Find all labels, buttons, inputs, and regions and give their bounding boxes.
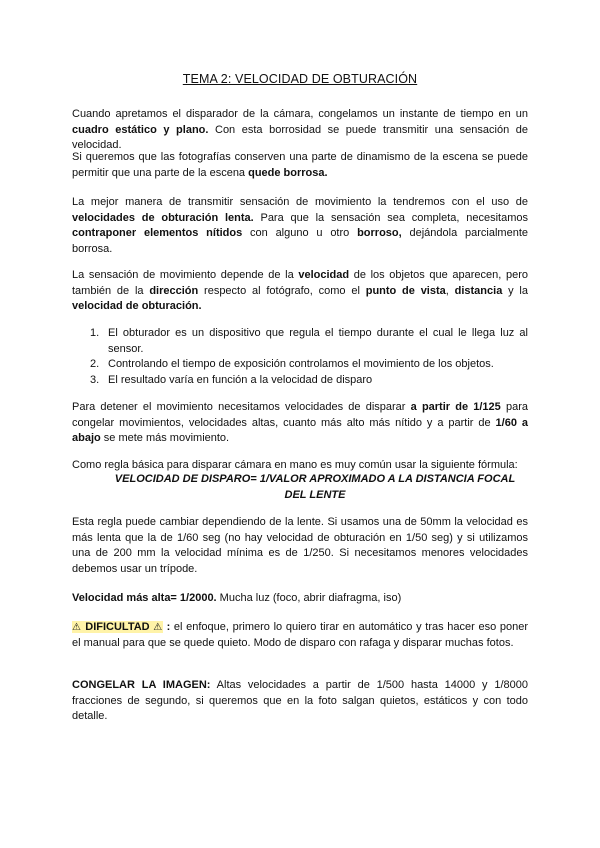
page-title: TEMA 2: VELOCIDAD DE OBTURACIÓN: [182, 72, 418, 86]
paragraph-intro: Cuando apretamos el disparador de la cámara, congelamos un instante de tiempo en un cuadro estático y plano. Con esta borrosidad se puede transmitir una sensación de velocidad.: [72, 108, 528, 151]
paragraph-detener: Para detener el movimiento necesitamos velocidades de disparar a partir de 1/125 para congelar movimientos, velocidades altas, cuanto más alto más nítido y a partir de 1/60 a abajo se mete más movimiento.: [72, 401, 528, 444]
warning-icon: ⚠: [153, 622, 163, 633]
paragraph-regla: Como regla básica para disparar cámara en mano es muy común usar la siguiente fórmula:: [72, 459, 518, 471]
formula: VELOCIDAD DE DISPARO= 1/VALOR APROXIMADO A LA DISTANCIA FOCAL DEL LENTE: [114, 473, 516, 501]
warning-icon: ⚠: [72, 622, 82, 633]
paragraph-velocidad-alta: Velocidad más alta= 1/2000. Mucha luz (foco, abrir diafragma, iso): [72, 592, 402, 604]
paragraph-lente: Esta regla puede cambiar dependiendo de la lente. Si usamos una de 50mm la velocidad es más lenta que la de 1/60 seg (no hay velocidad de obturación en 1/50 seg) y si utilizamos una de 200 mm la velocidad mínima es de 1/250. Si necesitamos menores velocidades debemos usar un trípode.: [72, 516, 528, 575]
dificultad-highlight: ⚠ DIFICULTAD ⚠: [72, 621, 163, 633]
paragraph-congelar: CONGELAR LA IMAGEN: Altas velocidades a partir de 1/500 hasta 14000 y 1/8000 fracciones de segundo, si queremos que en la foto salgan quietos, estáticos y con todo detalle.: [72, 679, 528, 722]
paragraph-dinamismo: Si queremos que las fotografías conserven una parte de dinamismo de la escena se puede permitir que una parte de la escena quede borrosa.: [72, 151, 528, 179]
numbered-list: [90, 326, 528, 388]
paragraph-sensacion: La sensación de movimiento depende de la velocidad de los objetos que aparecen, pero también de la dirección respecto al fotógrafo, como el punto de vista, distancia y la velocidad de obturación.: [72, 269, 528, 312]
paragraph-movimiento: La mejor manera de transmitir sensación de movimiento la tendremos con el uso de velocidades de obturación lenta. Para que la sensación sea completa, necesitamos contraponer elementos nítidos con alguno u otro borroso, dejándola parcialmente borrosa.: [72, 196, 528, 255]
list-item: 1. El obturador es un dispositivo que regula el tiempo durante el cual le llega luz al sensor.: [90, 327, 528, 355]
list-item: 3. El resultado varía en función a la velocidad de disparo: [90, 373, 373, 386]
list-item: 2. Controlando el tiempo de exposición controlamos el movimiento de los objetos.: [90, 358, 494, 370]
paragraph-dificultad: ⚠ DIFICULTAD ⚠ : el enfoque, primero lo quiero tirar en automático y tras hacer eso poner el manual para que se quede quieto. Modo de disparo con rafaga y disparar muchas fotos.: [72, 621, 529, 649]
